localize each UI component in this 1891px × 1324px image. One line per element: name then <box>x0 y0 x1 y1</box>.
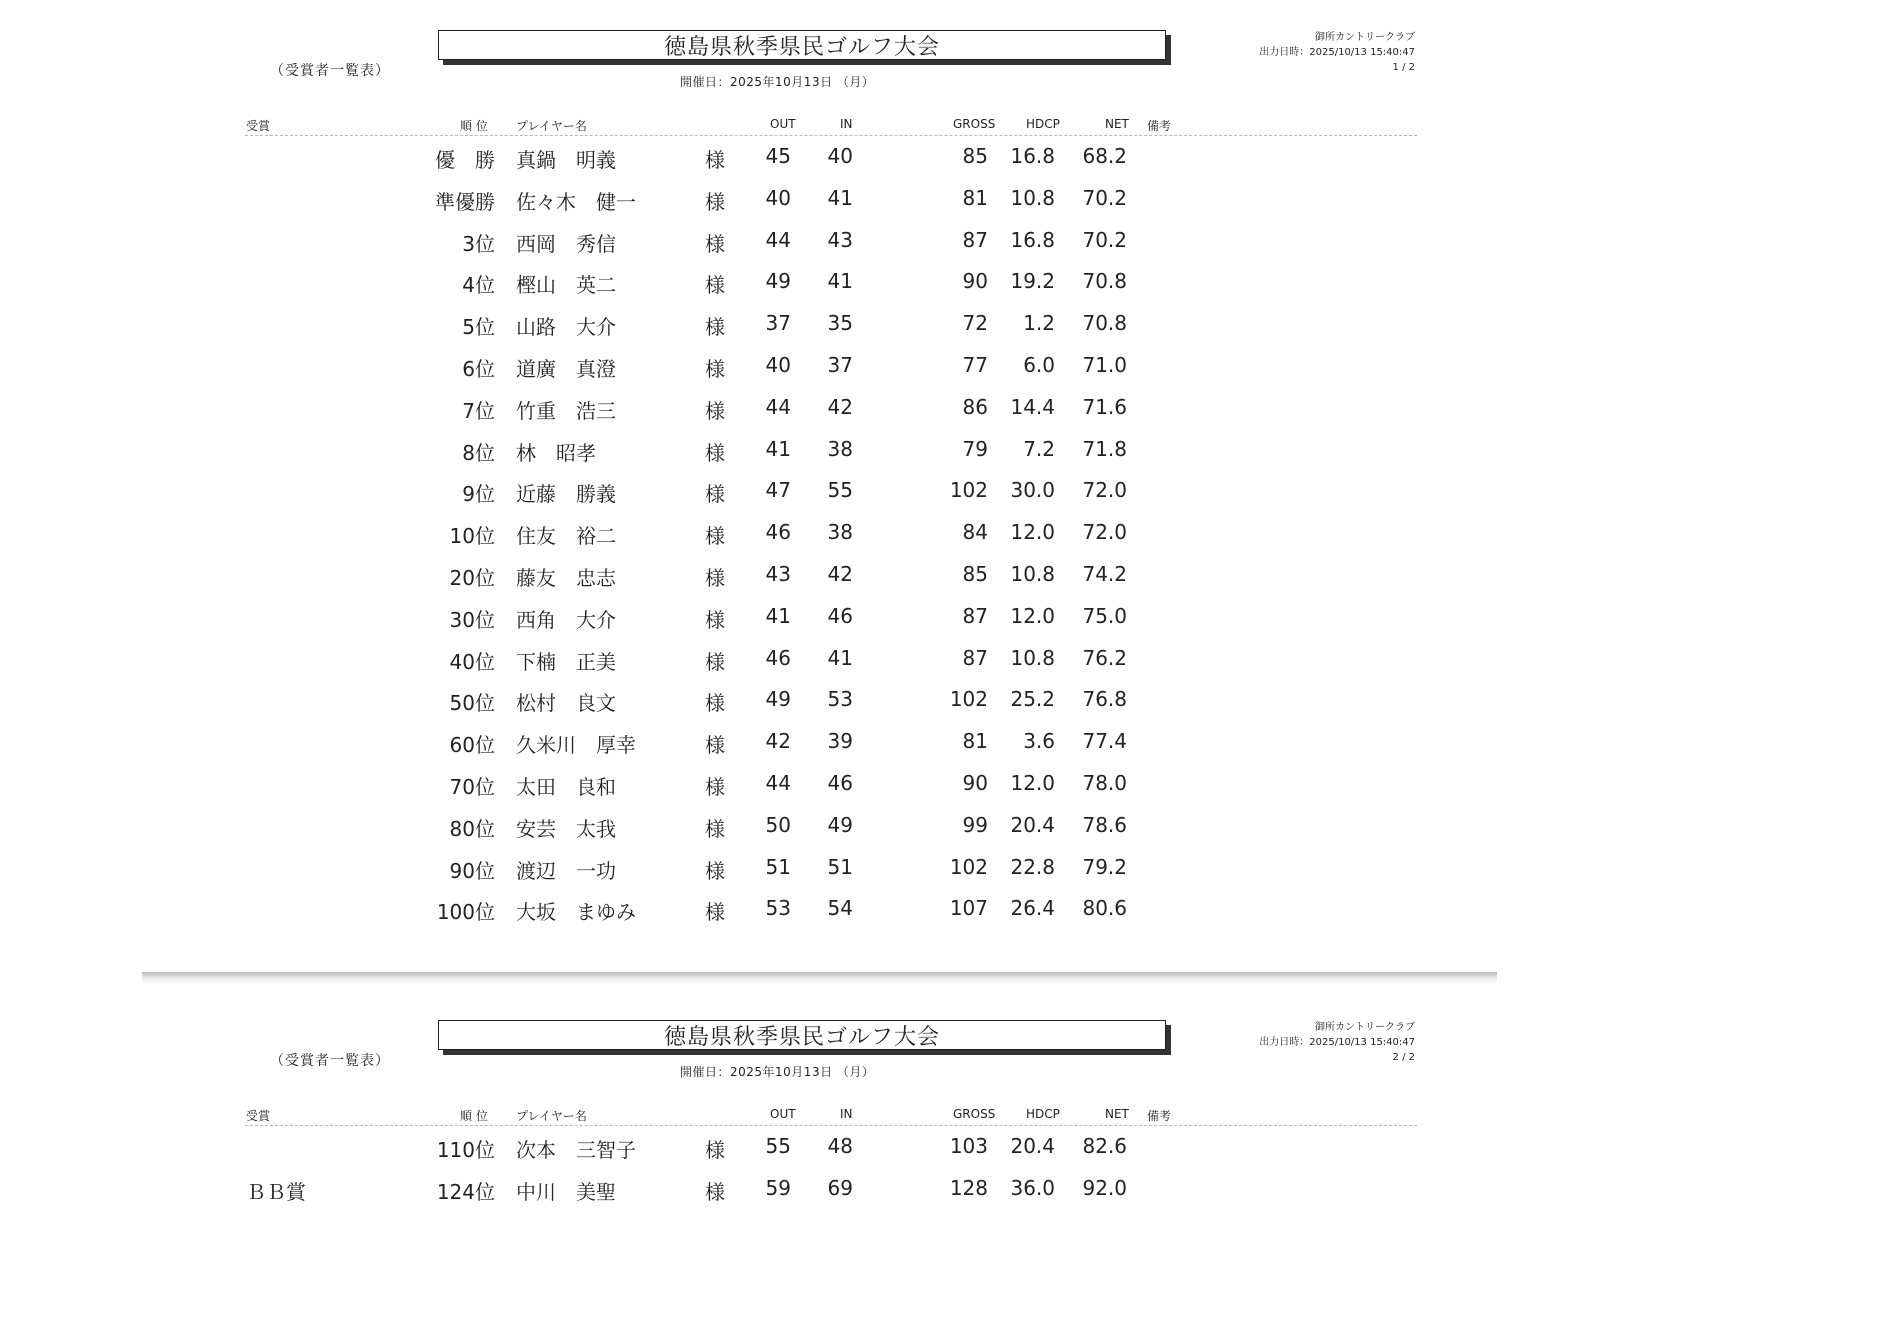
table-row <box>0 642 1891 684</box>
handicap-cell: 30.0 <box>1010 478 1055 503</box>
rank-cell: 70位 <box>449 774 495 799</box>
in-score-cell: 53 <box>827 687 853 712</box>
in-score-cell: 54 <box>827 896 853 921</box>
honorific-cell: 様 <box>705 482 725 507</box>
in-score-cell: 35 <box>827 311 853 336</box>
honorific-cell: 様 <box>705 1138 725 1162</box>
honorific-cell: 様 <box>705 816 725 841</box>
net-score-cell: 71.6 <box>1082 394 1127 419</box>
honorific-cell: 様 <box>705 691 725 716</box>
header-out: OUT <box>770 1107 796 1121</box>
rank-cell: 8位 <box>462 440 495 465</box>
table-row <box>0 558 1891 600</box>
in-score-cell: 46 <box>827 770 853 795</box>
in-score-cell: 41 <box>827 185 853 210</box>
honorific-cell: 様 <box>705 356 725 381</box>
in-score-cell: 38 <box>827 520 853 545</box>
page-divider <box>142 972 1497 984</box>
header-note: 備考 <box>1147 119 1172 133</box>
handicap-cell: 1.2 <box>1023 311 1055 336</box>
out-score-cell: 41 <box>765 603 791 628</box>
in-score-cell: 69 <box>827 1175 853 1200</box>
player-name-cell: 大坂 まゆみ <box>516 900 636 925</box>
out-score-cell: 55 <box>765 1134 791 1158</box>
net-score-cell: 71.8 <box>1082 436 1127 461</box>
out-score-cell: 43 <box>765 561 791 586</box>
handicap-cell: 10.8 <box>1010 561 1055 586</box>
in-score-cell: 42 <box>827 561 853 586</box>
honorific-cell: 様 <box>705 273 725 298</box>
rank-cell: 7位 <box>462 398 495 423</box>
rank-cell: 5位 <box>462 315 495 340</box>
list-label: （受賞者一覧表） <box>270 1053 390 1069</box>
handicap-cell: 20.4 <box>1010 812 1055 837</box>
net-score-cell: 70.2 <box>1082 185 1127 210</box>
table-row <box>0 349 1891 391</box>
table-row <box>0 851 1891 893</box>
header-gross: GROSS <box>953 1107 996 1121</box>
rank-cell: 6位 <box>462 356 495 381</box>
out-score-cell: 45 <box>765 144 791 168</box>
gross-score-cell: 87 <box>962 227 988 252</box>
player-name-cell: 太田 良和 <box>516 774 616 799</box>
gross-score-cell: 107 <box>949 896 988 921</box>
page-number: 1 / 2 <box>1392 62 1415 73</box>
net-score-cell: 70.8 <box>1082 311 1127 336</box>
in-score-cell: 38 <box>827 436 853 461</box>
player-name-cell: 竹重 浩三 <box>516 398 616 423</box>
rank-cell: 60位 <box>449 733 495 758</box>
table-header <box>0 1107 1891 1125</box>
table-row <box>0 892 1891 934</box>
table-row <box>0 391 1891 433</box>
net-score-cell: 76.2 <box>1082 645 1127 670</box>
out-score-cell: 46 <box>765 645 791 670</box>
gross-score-cell: 85 <box>962 561 988 586</box>
handicap-cell: 20.4 <box>1010 1134 1055 1158</box>
rank-cell: 優 勝 <box>435 148 495 172</box>
rank-cell: 124位 <box>436 1179 495 1204</box>
player-name-cell: 安芸 太我 <box>516 816 616 841</box>
gross-score-cell: 87 <box>962 645 988 670</box>
tournament-title: 徳島県秋季県民ゴルフ大会 <box>438 30 1166 60</box>
player-name-cell: 次本 三智子 <box>516 1138 636 1162</box>
header-net: NET <box>1105 117 1129 131</box>
player-name-cell: 樫山 英二 <box>516 273 616 298</box>
gross-score-cell: 102 <box>949 687 988 712</box>
rank-cell: 100位 <box>436 900 495 925</box>
handicap-cell: 10.8 <box>1010 185 1055 210</box>
results-table <box>0 140 1891 934</box>
handicap-cell: 19.2 <box>1010 269 1055 294</box>
honorific-cell: 様 <box>705 858 725 883</box>
header-rank: 順 位 <box>460 1109 488 1123</box>
table-row <box>0 265 1891 307</box>
table-row <box>0 474 1891 516</box>
honorific-cell: 様 <box>705 1179 725 1204</box>
in-score-cell: 49 <box>827 812 853 837</box>
in-score-cell: 43 <box>827 227 853 252</box>
results-page-2 <box>0 990 1891 1324</box>
player-name-cell: 渡辺 一功 <box>516 858 616 883</box>
header-player: プレイヤー名 <box>516 1109 587 1123</box>
in-score-cell: 55 <box>827 478 853 503</box>
gross-score-cell: 102 <box>949 854 988 879</box>
handicap-cell: 16.8 <box>1010 144 1055 168</box>
gross-score-cell: 103 <box>949 1134 988 1158</box>
honorific-cell: 様 <box>705 440 725 465</box>
rank-cell: 90位 <box>449 858 495 883</box>
rank-cell: 10位 <box>449 524 495 549</box>
report-meta <box>1259 30 1415 75</box>
in-score-cell: 41 <box>827 645 853 670</box>
results-table <box>0 1130 1891 1214</box>
player-name-cell: 佐々木 健一 <box>516 189 636 214</box>
rank-cell: 4位 <box>462 273 495 298</box>
honorific-cell: 様 <box>705 774 725 799</box>
player-name-cell: 松村 良文 <box>516 691 616 716</box>
net-score-cell: 75.0 <box>1082 603 1127 628</box>
player-name-cell: 近藤 勝義 <box>516 482 616 507</box>
award-cell: ＢＢ賞 <box>246 1179 306 1204</box>
gross-score-cell: 84 <box>962 520 988 545</box>
gross-score-cell: 87 <box>962 603 988 628</box>
player-name-cell: 中川 美聖 <box>516 1179 616 1204</box>
table-row <box>0 725 1891 767</box>
gross-score-cell: 99 <box>962 812 988 837</box>
table-row <box>0 433 1891 475</box>
out-score-cell: 40 <box>765 352 791 377</box>
header-rule <box>245 135 1417 136</box>
out-score-cell: 59 <box>765 1175 791 1200</box>
net-score-cell: 74.2 <box>1082 561 1127 586</box>
player-name-cell: 藤友 忠志 <box>516 565 616 590</box>
header-net: NET <box>1105 1107 1129 1121</box>
gross-score-cell: 72 <box>962 311 988 336</box>
player-name-cell: 道廣 真澄 <box>516 356 616 381</box>
handicap-cell: 26.4 <box>1010 896 1055 921</box>
handicap-cell: 36.0 <box>1010 1175 1055 1200</box>
honorific-cell: 様 <box>705 315 725 340</box>
handicap-cell: 14.4 <box>1010 394 1055 419</box>
player-name-cell: 西角 大介 <box>516 607 616 632</box>
honorific-cell: 様 <box>705 649 725 674</box>
rank-cell: 50位 <box>449 691 495 716</box>
honorific-cell: 様 <box>705 148 725 172</box>
gross-score-cell: 86 <box>962 394 988 419</box>
honorific-cell: 様 <box>705 900 725 925</box>
honorific-cell: 様 <box>705 189 725 214</box>
handicap-cell: 25.2 <box>1010 687 1055 712</box>
gross-score-cell: 85 <box>962 144 988 168</box>
player-name-cell: 林 昭孝 <box>516 440 596 465</box>
header-in: IN <box>840 117 853 131</box>
in-score-cell: 40 <box>827 144 853 168</box>
out-score-cell: 49 <box>765 687 791 712</box>
header-note: 備考 <box>1147 1109 1172 1123</box>
list-label: （受賞者一覧表） <box>270 63 390 79</box>
table-row <box>0 224 1891 266</box>
player-name-cell: 山路 大介 <box>516 315 616 340</box>
header-rule <box>245 1125 1417 1126</box>
in-score-cell: 42 <box>827 394 853 419</box>
net-score-cell: 78.6 <box>1082 812 1127 837</box>
handicap-cell: 7.2 <box>1023 436 1055 461</box>
table-row <box>0 182 1891 224</box>
out-score-cell: 40 <box>765 185 791 210</box>
table-row <box>0 683 1891 725</box>
in-score-cell: 39 <box>827 729 853 754</box>
rank-cell: 20位 <box>449 565 495 590</box>
event-date: 開催日：2025年10月13日 （月） <box>680 75 875 89</box>
table-row <box>0 600 1891 642</box>
net-score-cell: 79.2 <box>1082 854 1127 879</box>
honorific-cell: 様 <box>705 733 725 758</box>
out-score-cell: 50 <box>765 812 791 837</box>
rank-cell: 準優勝 <box>435 189 495 214</box>
gross-score-cell: 90 <box>962 269 988 294</box>
in-score-cell: 37 <box>827 352 853 377</box>
net-score-cell: 70.8 <box>1082 269 1127 294</box>
header-player: プレイヤー名 <box>516 119 587 133</box>
out-score-cell: 42 <box>765 729 791 754</box>
table-row <box>0 307 1891 349</box>
out-score-cell: 37 <box>765 311 791 336</box>
net-score-cell: 68.2 <box>1082 144 1127 168</box>
gross-score-cell: 77 <box>962 352 988 377</box>
honorific-cell: 様 <box>705 565 725 590</box>
player-name-cell: 真鍋 明義 <box>516 148 616 172</box>
net-score-cell: 76.8 <box>1082 687 1127 712</box>
gross-score-cell: 81 <box>962 729 988 754</box>
header-award: 受賞 <box>246 1109 271 1123</box>
out-score-cell: 41 <box>765 436 791 461</box>
handicap-cell: 3.6 <box>1023 729 1055 754</box>
event-date: 開催日：2025年10月13日 （月） <box>680 1065 875 1079</box>
gross-score-cell: 90 <box>962 770 988 795</box>
header-gross: GROSS <box>953 117 996 131</box>
header-in: IN <box>840 1107 853 1121</box>
header-hdcp: HDCP <box>1026 117 1060 131</box>
handicap-cell: 6.0 <box>1023 352 1055 377</box>
tournament-title: 徳島県秋季県民ゴルフ大会 <box>438 1020 1166 1050</box>
player-name-cell: 住友 裕二 <box>516 524 616 549</box>
out-score-cell: 44 <box>765 394 791 419</box>
gross-score-cell: 128 <box>949 1175 988 1200</box>
out-score-cell: 44 <box>765 227 791 252</box>
table-row <box>0 809 1891 851</box>
handicap-cell: 12.0 <box>1010 520 1055 545</box>
gross-score-cell: 81 <box>962 185 988 210</box>
rank-cell: 30位 <box>449 607 495 632</box>
in-score-cell: 46 <box>827 603 853 628</box>
handicap-cell: 12.0 <box>1010 603 1055 628</box>
net-score-cell: 92.0 <box>1082 1175 1127 1200</box>
player-name-cell: 下楠 正美 <box>516 649 616 674</box>
honorific-cell: 様 <box>705 607 725 632</box>
honorific-cell: 様 <box>705 524 725 549</box>
in-score-cell: 41 <box>827 269 853 294</box>
gross-score-cell: 102 <box>949 478 988 503</box>
out-score-cell: 47 <box>765 478 791 503</box>
net-score-cell: 80.6 <box>1082 896 1127 921</box>
in-score-cell: 48 <box>827 1134 853 1158</box>
out-score-cell: 44 <box>765 770 791 795</box>
output-datetime: 出力日時：2025/10/13 15:40:47 <box>1259 1037 1415 1048</box>
rank-cell: 80位 <box>449 816 495 841</box>
in-score-cell: 51 <box>827 854 853 879</box>
table-row <box>0 140 1891 182</box>
table-row <box>0 1172 1891 1214</box>
rank-cell: 3位 <box>462 231 495 256</box>
honorific-cell: 様 <box>705 398 725 423</box>
net-score-cell: 82.6 <box>1082 1134 1127 1158</box>
rank-cell: 40位 <box>449 649 495 674</box>
handicap-cell: 22.8 <box>1010 854 1055 879</box>
header-award: 受賞 <box>246 119 271 133</box>
club-name: 御所カントリークラブ <box>1315 32 1415 43</box>
output-datetime: 出力日時：2025/10/13 15:40:47 <box>1259 47 1415 58</box>
out-score-cell: 49 <box>765 269 791 294</box>
net-score-cell: 70.2 <box>1082 227 1127 252</box>
rank-cell: 9位 <box>462 482 495 507</box>
net-score-cell: 77.4 <box>1082 729 1127 754</box>
out-score-cell: 46 <box>765 520 791 545</box>
net-score-cell: 72.0 <box>1082 478 1127 503</box>
header-hdcp: HDCP <box>1026 1107 1060 1121</box>
player-name-cell: 西岡 秀信 <box>516 231 616 256</box>
report-meta <box>1259 1020 1415 1065</box>
page-number: 2 / 2 <box>1392 1052 1415 1063</box>
table-header <box>0 117 1891 135</box>
out-score-cell: 51 <box>765 854 791 879</box>
table-row <box>0 767 1891 809</box>
net-score-cell: 78.0 <box>1082 770 1127 795</box>
honorific-cell: 様 <box>705 231 725 256</box>
net-score-cell: 72.0 <box>1082 520 1127 545</box>
handicap-cell: 12.0 <box>1010 770 1055 795</box>
header-rank: 順 位 <box>460 119 488 133</box>
club-name: 御所カントリークラブ <box>1315 1022 1415 1033</box>
player-name-cell: 久米川 厚幸 <box>516 733 636 758</box>
table-row <box>0 516 1891 558</box>
table-row <box>0 1130 1891 1172</box>
gross-score-cell: 79 <box>962 436 988 461</box>
header-out: OUT <box>770 117 796 131</box>
rank-cell: 110位 <box>436 1138 495 1162</box>
out-score-cell: 53 <box>765 896 791 921</box>
handicap-cell: 10.8 <box>1010 645 1055 670</box>
net-score-cell: 71.0 <box>1082 352 1127 377</box>
handicap-cell: 16.8 <box>1010 227 1055 252</box>
